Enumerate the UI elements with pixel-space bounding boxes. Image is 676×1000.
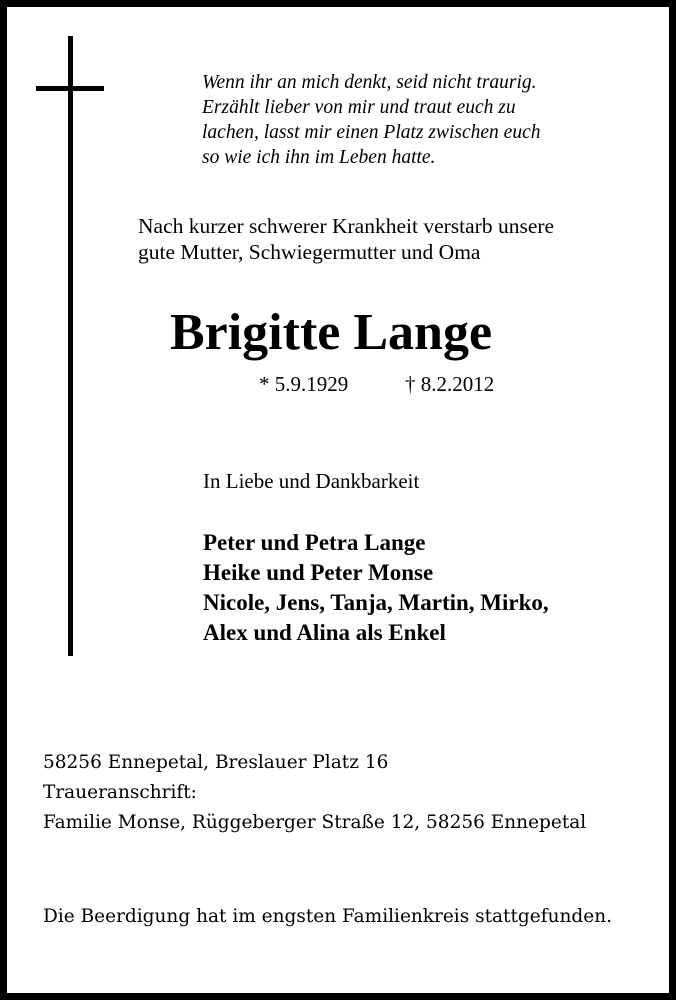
dedication-line: In Liebe und Dankbarkeit	[203, 469, 420, 493]
mourner-line: Nicole, Jens, Tanja, Martin, Mirko,	[203, 590, 549, 615]
poem-line: Erzählt lieber von mir und traut euch zu	[202, 97, 516, 118]
announcement-line: gute Mutter, Schwiegermutter und Oma	[138, 240, 481, 264]
memorial-poem	[202, 70, 622, 170]
announcement-text	[138, 213, 638, 265]
address-line: Familie Monse, Rüggeberger Straße 12, 58256 Ennepetal	[43, 812, 587, 833]
mourner-line: Heike und Peter Monse	[203, 560, 434, 585]
mourners-list	[203, 528, 549, 648]
death-date: † 8.2.2012	[405, 372, 495, 396]
funeral-note: Die Beerdigung hat im engsten Familienkreis stattgefunden.	[43, 906, 612, 927]
deceased-name: Brigitte Lange	[169, 304, 493, 361]
birth-date: * 5.9.1929	[259, 372, 349, 396]
address-line: 58256 Ennepetal, Breslauer Platz 16	[43, 752, 389, 773]
address-line: Traueranschrift:	[43, 782, 197, 803]
mourner-line: Peter und Petra Lange	[203, 530, 426, 555]
announcement-line: Nach kurzer schwerer Krankheit verstarb unsere	[138, 214, 555, 238]
mourner-line: Alex und Alina als Enkel	[203, 620, 446, 645]
cross-horizontal-bar	[36, 86, 104, 91]
poem-line: Wenn ihr an mich denkt, seid nicht traurig.	[202, 72, 537, 93]
poem-line: lachen, lasst mir einen Platz zwischen euch	[202, 122, 541, 143]
poem-line: so wie ich ihn im Leben hatte.	[202, 147, 436, 168]
address-block	[43, 748, 586, 838]
